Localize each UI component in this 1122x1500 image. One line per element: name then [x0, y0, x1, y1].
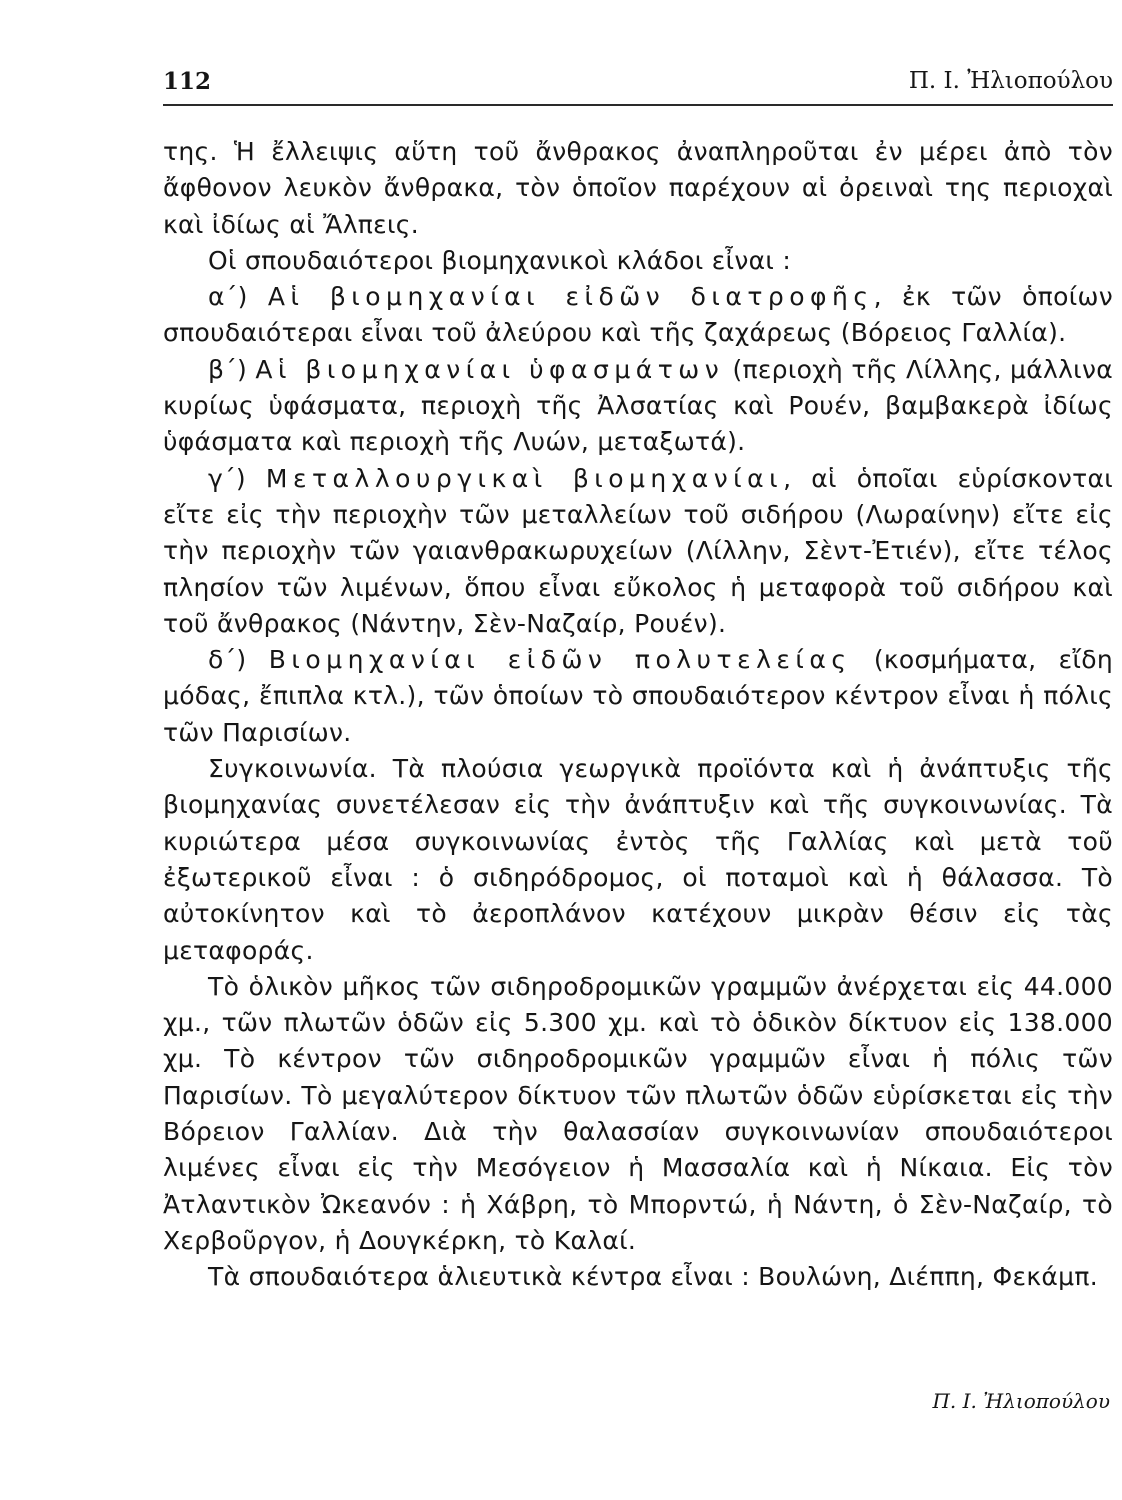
paragraph-industries-intro: Οἱ σπουδαιότεροι βιομηχανικοὶ κλάδοι εἶναι : [208, 245, 792, 275]
paragraph-1: της. Ἡ ἔλλειψις αὕτη τοῦ ἄνθρακος ἀναπληροῦται ἐν μέρει ἀπὸ τὸν ἄφθονον λευκὸν ἄνθρακα, τὸν ὁποῖον παρέχουν αἱ ὀρειναὶ της περιοχαὶ καὶ ἰδίως αἱ Ἄλπεις. [163, 137, 1113, 239]
spaced-heading: Αἱ βιομηχανίαι ὑφασμάτων [255, 354, 725, 384]
paragraph-text: (κοσμήματα, εἴδη μόδας, ἔπιπλα κτλ.), τῶν ὁποίων τὸ σπουδαιότερον κέντρον εἶναι ἡ πόλις τῶν Παρισίων. [163, 645, 1113, 747]
spaced-heading: Μεταλλουργικαὶ βιομηχανίαι [265, 463, 784, 493]
page-header [163, 64, 1113, 106]
spaced-heading: Βιομηχανίαι εἰδῶν πολυτελείας [268, 645, 852, 675]
page-number: 112 [163, 68, 212, 95]
paragraph-food-industry [163, 279, 1113, 352]
spaced-heading: Αἱ βιομηχανίαι εἰδῶν διατροφῆς [267, 282, 874, 312]
paragraph-metallurgy [163, 461, 1113, 642]
body-text [163, 134, 1113, 1296]
paragraph-communication: Συγκοινωνία. Τὰ πλούσια γεωργικὰ προϊόντα καὶ ἡ ἀνάπτυξις τῆς βιομηχανίας συνετέλεσαν εἰς τὴν ἀνάπτυξιν καὶ τῆς συγκοινωνίας. Τὰ κυριώτερα μέσα συγκοινωνίας ἐντὸς τῆς Γαλλίας καὶ μετὰ τοῦ ἐξωτερικοῦ εἶναι : ὁ σιδηρόδρομος, οἱ ποταμοὶ καὶ ἡ θάλασσα. Τὸ αὐτοκίνητον καὶ τὸ ἀεροπλάνον κατέχουν μικρὰν θέσιν εἰς τὰς μεταφοράς. [163, 754, 1113, 965]
paragraph-text: , ἐκ τῶν ὁποίων σπουδαιότεραι εἶναι τοῦ ἀλεύρου καὶ τῆς ζαχάρεως (Βόρειος Γαλλία). [163, 282, 1113, 348]
list-label: β΄) [208, 354, 256, 384]
list-label: γ΄) [208, 463, 266, 493]
paragraph-network: Τὸ ὁλικὸν μῆκος τῶν σιδηροδρομικῶν γραμμῶν ἀνέρχεται εἰς 44.000 χμ., τῶν πλωτῶν ὁδῶν εἰς 5.300 χμ. καὶ τὸ ὁδικὸν δίκτυον εἰς 138.000 χμ. Τὸ κέντρον τῶν σιδηροδρομικῶν γραμμῶν εἶναι ἡ πόλις τῶν Παρισίων. Τὸ μεγαλύτερον δίκτυον τῶν πλωτῶν ὁδῶν εὑρίσκεται εἰς τὴν Βόρειον Γαλλίαν. Διὰ τὴν θαλασσίαν συγκοινωνίαν σπουδαιότεροι λιμένες εἶναι εἰς τὴν Μεσόγειον ἡ Μασσαλία καὶ ἡ Νίκαια. Εἰς τὸν Ἀτλαντικὸν Ὠκεανόν : ἡ Χάβρη, τὸ Μπορντώ, ἡ Νάντη, ὁ Σὲν-Ναζαίρ, τὸ Χερβοῦργον, ἡ Δουγκέρκη, τὸ Καλαί. [163, 971, 1113, 1255]
paragraph-luxury-goods [163, 642, 1113, 751]
paragraph-text: (περιοχὴ τῆς Λίλλης, μάλλινα κυρίως ὑφάσματα, περιοχὴ τῆς Ἀλσατίας καὶ Ρουέν, βαμβακερὰ ἰδίως ὑφάσματα καὶ περιοχὴ τῆς Λυών, μεταξωτά). [163, 354, 1113, 457]
list-label: δ΄) [208, 645, 269, 675]
paragraph-textile-industry [163, 352, 1113, 461]
paragraph-fishing: Τὰ σπουδαιότερα ἁλιευτικὰ κέντρα εἶναι : Βουλώνη, Διέππη, Φεκάμπ. [208, 1262, 1098, 1292]
author-signature: Π. Ι. Ἠλιοπούλου [932, 1389, 1110, 1413]
paragraph-text: , αἱ ὁποῖαι εὑρίσκονται εἴτε εἰς τὴν περιοχὴν τῶν μεταλλείων τοῦ σιδήρου (Λωραίνην) εἴτε εἰς τὴν περιοχὴν τῶν γαιανθρακωρυχείων (Λίλλην, Σὲντ-Ἐτιέν), εἴτε τέλος πλησίον τῶν λιμένων, ὅπου εἶναι εὔκολος ἡ μεταφορὰ τοῦ σιδήρου καὶ τοῦ ἄνθρακος (Νάντην, Σὲν-Ναζαίρ, Ρουέν). [163, 463, 1113, 638]
list-label: α΄) [208, 282, 268, 312]
running-head: Π. Ι. Ἠλιοπούλου [908, 68, 1113, 94]
